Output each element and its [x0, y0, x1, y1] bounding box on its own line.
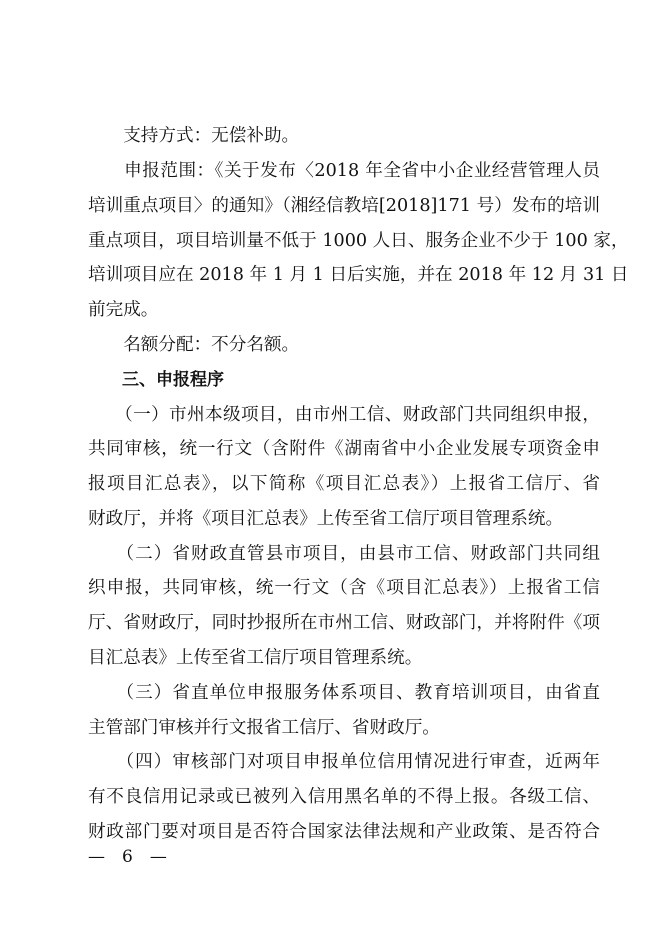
application-scope-line-2: 培训重点项目〉的通知》（湘经信教培[2018]171 号）发布的培训	[88, 196, 600, 216]
procedure-3-line-1: （三）省直单位申报服务体系项目、教育培训项目，由省直	[88, 683, 600, 703]
quota-allocation-line: 名额分配：不分名额。	[88, 335, 300, 355]
procedure-4-line-1: （四）审核部门对项目申报单位信用情况进行审查，近两年	[88, 752, 600, 772]
procedure-2-line-1: （二）省财政直管县市项目，由县市工信、财政部门共同组	[88, 544, 600, 564]
application-scope-line-4: 培训项目应在 2018 年 1 月 1 日后实施，并在 2018 年 12 月 31 日	[88, 265, 629, 285]
application-scope-line-3: 重点项目，项目培训量不低于 1000 人日、服务企业不少于 100 家，	[88, 231, 629, 251]
section-heading: 三、申报程序	[88, 370, 224, 390]
page-number: — 6 —	[88, 847, 167, 867]
procedure-2-line-4: 目汇总表》上传至省工信厅项目管理系统。	[88, 648, 423, 668]
procedure-4-line-3: 财政部门要对项目是否符合国家法律法规和产业政策、是否符合	[88, 822, 600, 842]
procedure-2-line-3: 厅、省财政厅，同时抄报所在市州工信、财政部门，并将附件《项	[88, 613, 600, 633]
application-scope-line-5: 前完成。	[88, 300, 159, 320]
procedure-1-line-3: 报项目汇总表》，以下简称《项目汇总表》）上报省工信厅、省	[88, 474, 600, 494]
procedure-4-line-2: 有不良信用记录或已被列入信用黑名单的不得上报。各级工信、	[88, 787, 600, 807]
support-method-line: 支持方式：无偿补助。	[88, 126, 300, 146]
procedure-2-line-2: 织申报，共同审核，统一行文（含《项目汇总表》）上报省工信	[88, 578, 600, 598]
procedure-3-line-2: 主管部门审核并行文报省工信厅、省财政厅。	[88, 718, 440, 738]
procedure-1-line-4: 财政厅，并将《项目汇总表》上传至省工信厅项目管理系统。	[88, 509, 564, 529]
application-scope-line-1: 申报范围：《关于发布〈2018 年全省中小企业经营管理人员	[88, 161, 600, 181]
procedure-1-line-2: 共同审核，统一行文（含附件《湖南省中小企业发展专项资金申	[88, 439, 600, 459]
procedure-1-line-1: （一）市州本级项目，由市州工信、财政部门共同组织申报，	[88, 405, 600, 425]
